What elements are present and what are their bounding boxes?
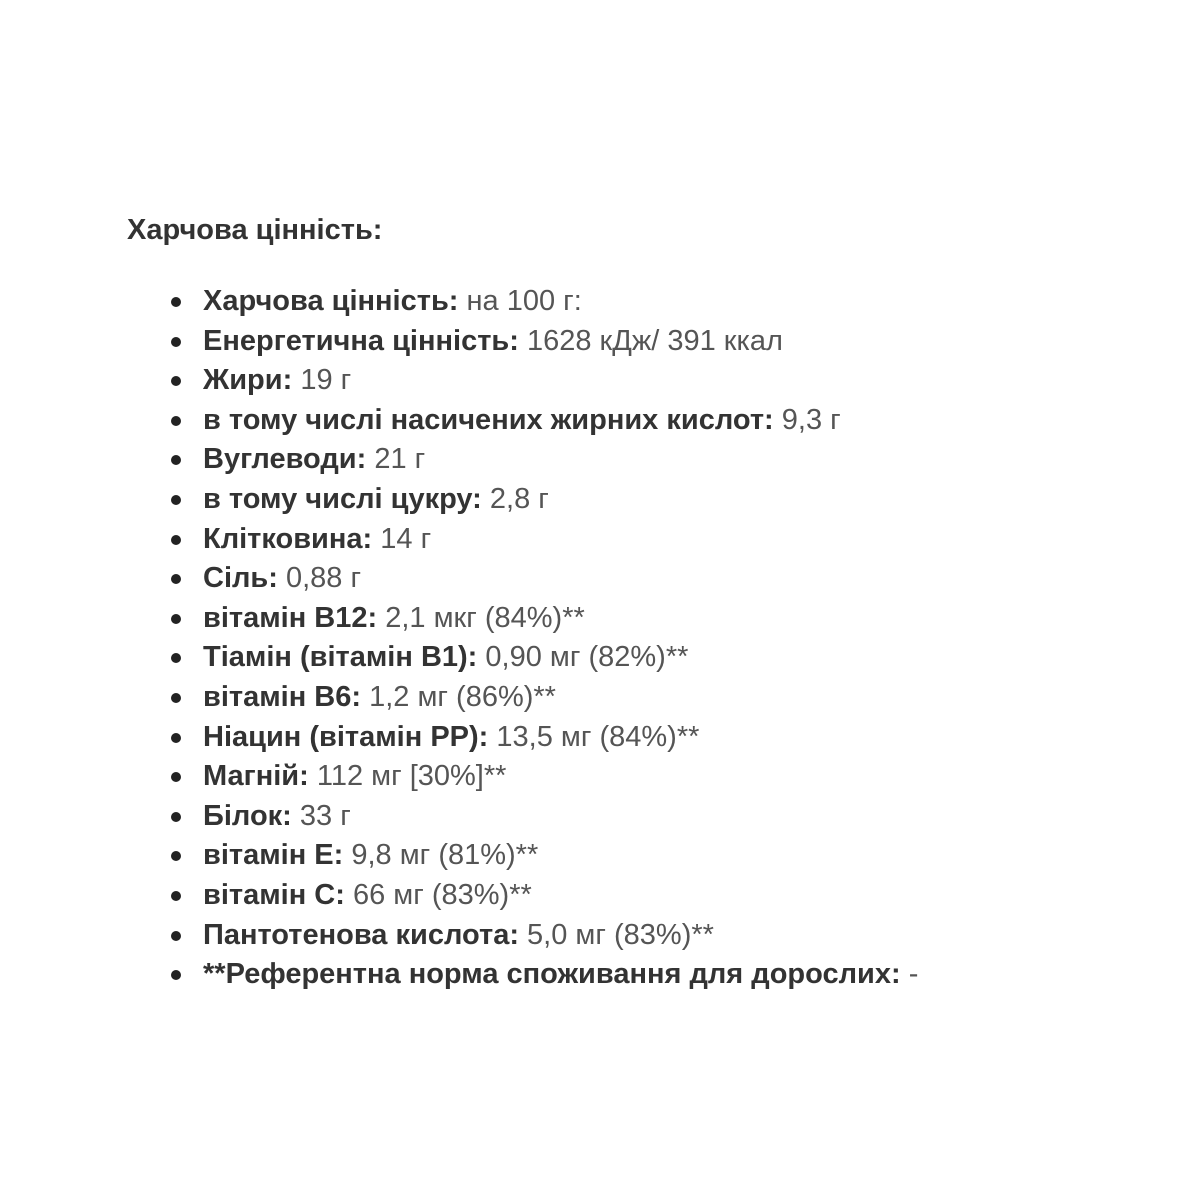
list-item (171, 797, 918, 837)
list-item (171, 361, 918, 401)
nutrient-label: Білок: (203, 799, 292, 832)
nutrient-value: на 100 г: (466, 285, 582, 317)
nutrient-label: Ніацин (вітамін PP): (203, 720, 489, 753)
list-item (171, 559, 918, 599)
nutrient-label: Енергетична цінність: (203, 324, 519, 357)
nutrient-value: 9,3 г (781, 403, 841, 436)
bullet-icon (171, 653, 181, 663)
bullet-icon (171, 931, 181, 941)
bullet-icon (171, 970, 181, 980)
list-item (171, 520, 918, 560)
list-item (171, 836, 918, 876)
bullet-icon (171, 535, 181, 545)
nutrient-label: вітамін C: (203, 878, 345, 911)
nutrient-value: 1,2 мг (86%)** (369, 680, 556, 713)
nutrient-value: 1628 кДж/ 391 ккал (526, 324, 783, 357)
nutrient-value: 5,0 мг (83%)** (527, 918, 714, 951)
bullet-icon (171, 851, 181, 861)
bullet-icon (171, 495, 181, 505)
nutrient-value: 0,88 г (285, 562, 362, 595)
nutrient-value: 33 г (299, 799, 351, 832)
nutrient-value: 2,1 мкг (84%)** (385, 601, 585, 634)
bullet-icon (171, 614, 181, 624)
nutrient-value: 13,5 мг (84%)** (496, 720, 700, 753)
bullet-icon (171, 812, 181, 822)
nutrient-value: 14 г (380, 522, 432, 555)
nutrition-list (171, 282, 918, 995)
nutrient-label: Вуглеводи: (203, 443, 367, 476)
bullet-icon (171, 416, 181, 426)
nutrient-value: 112 мг [30%]** (316, 760, 507, 793)
nutrient-label: Клітковина: (203, 522, 373, 555)
nutrient-value: 0,90 мг (82%)** (485, 641, 689, 674)
list-item (171, 757, 918, 797)
list-item (171, 401, 918, 441)
list-item (171, 718, 918, 758)
bullet-icon (171, 693, 181, 703)
nutrition-section (127, 210, 1127, 991)
nutrient-value: - (908, 958, 919, 991)
nutrient-label: в тому числі насичених жирних кислот: (203, 403, 774, 436)
nutrient-value: 9,8 мг (81%)** (351, 839, 539, 872)
nutrient-label: вітамін B6: (203, 680, 362, 713)
list-item (171, 440, 918, 480)
list-item (171, 955, 918, 995)
nutrient-value: 19 г (300, 364, 352, 397)
list-item (171, 638, 918, 678)
nutrient-label: Жири: (203, 364, 293, 397)
nutrient-label: вітамін E: (203, 839, 344, 872)
nutrient-label: Сіль: (203, 562, 278, 595)
nutrient-label: в тому числі цукру: (203, 482, 482, 515)
bullet-icon (171, 376, 181, 386)
list-item (171, 678, 918, 718)
bullet-icon (171, 297, 181, 307)
bullet-icon (171, 337, 181, 347)
nutrient-label: Пантотенова кислота: (203, 918, 519, 951)
nutrient-value: 21 г (374, 443, 426, 476)
nutrient-label: Харчова цінність: (203, 285, 459, 317)
bullet-icon (171, 891, 181, 901)
nutrient-label: вітамін B12: (203, 601, 378, 634)
nutrient-label: **Референтна норма споживання для дорослих: (203, 958, 901, 991)
nutrient-label: Тіамін (вітамін B1): (203, 641, 478, 674)
list-item (171, 480, 918, 520)
bullet-icon (171, 455, 181, 465)
list-item (171, 282, 918, 322)
list-item (171, 876, 918, 916)
list-item (171, 599, 918, 639)
list-item (171, 322, 918, 362)
section-title: Харчова цінність: (127, 214, 383, 246)
bullet-icon (171, 772, 181, 782)
nutrient-value: 66 мг (83%)** (352, 878, 532, 911)
bullet-icon (171, 574, 181, 584)
nutrient-label: Магній: (203, 760, 309, 793)
list-item (171, 916, 918, 956)
nutrient-value: 2,8 г (489, 482, 549, 515)
bullet-icon (171, 733, 181, 743)
